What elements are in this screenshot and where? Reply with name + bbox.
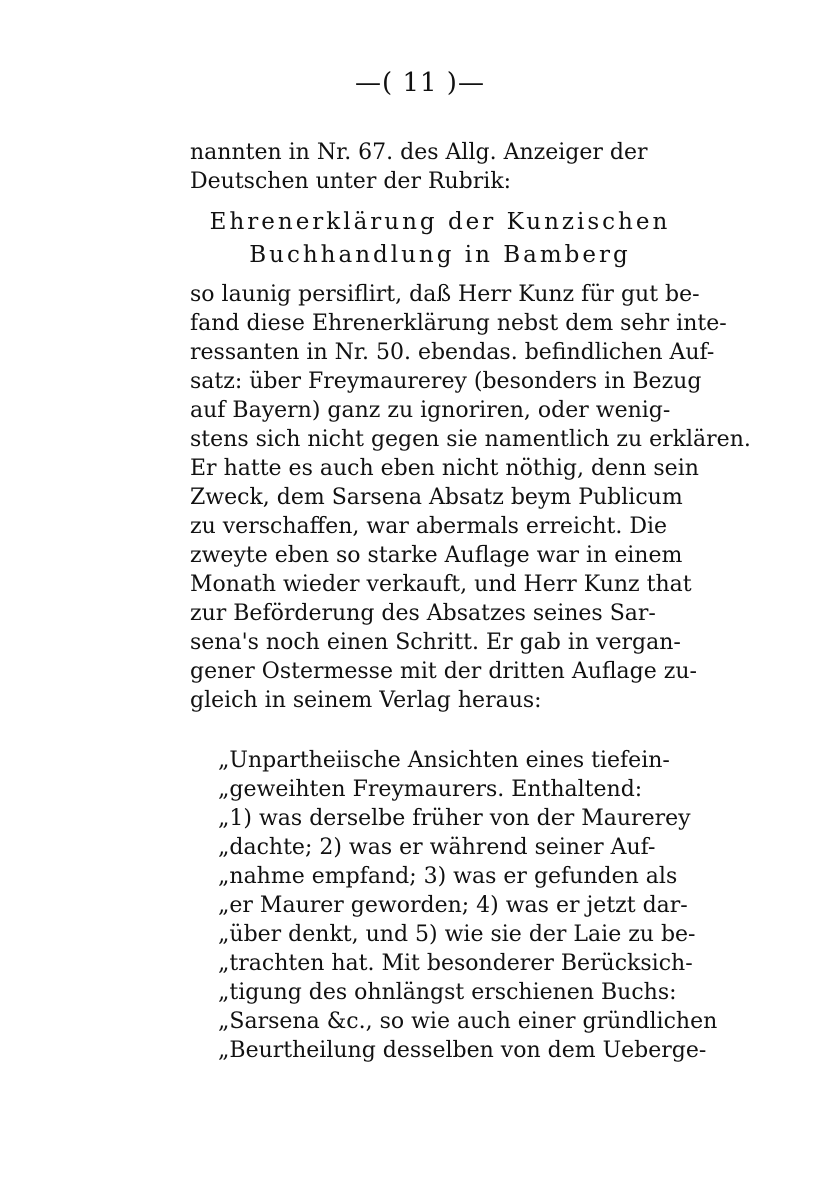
heading-line: Buchhandlung in Bamberg: [249, 242, 631, 268]
body-line: auf Bayern) ganz zu ignoriren, oder wenig-: [190, 398, 671, 423]
quote-line: „nahme empfand; 3) was er gefunden als: [218, 864, 678, 889]
body-line: sena's noch einen Schritt. Er gab in vergan-: [190, 630, 681, 655]
body-line: ressanten in Nr. 50. ebendas. befindlichen Auf-: [190, 340, 715, 365]
page-number-header: —( 11 )—: [355, 68, 485, 98]
body-paragraph: [190, 280, 751, 715]
quote-line: „über denkt, und 5) wie sie der Laie zu be-: [218, 922, 696, 947]
body-line: Er hatte es auch eben nicht nöthig, denn sein: [190, 456, 699, 481]
body-line: gener Ostermesse mit der dritten Auflage zu-: [190, 659, 697, 684]
body-line: Monath wieder verkauft, und Herr Kunz that: [190, 572, 692, 597]
quote-line: „Beurtheilung desselben von dem Ueberge-: [218, 1038, 707, 1063]
body-line: so launig persiflirt, daß Herr Kunz für gut be-: [190, 282, 700, 307]
intro-line: Deutschen unter der Rubrik:: [190, 169, 512, 194]
quote-line: „tigung des ohnlängst erschienen Buchs:: [218, 980, 677, 1005]
section-heading: [180, 206, 700, 272]
quote-line: „Sarsena &c., so wie auch einer gründlichen: [218, 1009, 718, 1034]
quote-line: „er Maurer geworden; 4) was er jetzt dar-: [218, 893, 688, 918]
body-line: zu verschaffen, war abermals erreicht. Die: [190, 514, 668, 539]
quoted-title-block: [218, 746, 718, 1065]
body-line: zur Beförderung des Absatzes seines Sar-: [190, 601, 656, 626]
quote-line: „dachte; 2) was er während seiner Auf-: [218, 835, 656, 860]
heading-line: Ehrenerklärung der Kunzischen: [209, 209, 671, 235]
body-line: fand diese Ehrenerklärung nebst dem sehr inte-: [190, 311, 727, 336]
quote-line: „trachten hat. Mit besonderer Berücksich-: [218, 951, 693, 976]
intro-paragraph: [190, 138, 690, 196]
intro-line: nannten in Nr. 67. des Allg. Anzeiger der: [190, 140, 648, 165]
quote-line: „geweihten Freymaurers. Enthaltend:: [218, 777, 643, 802]
body-line: gleich in seinem Verlag heraus:: [190, 688, 542, 713]
body-line: stens sich nicht gegen sie namentlich zu erklären.: [190, 427, 751, 452]
body-line: satz: über Freymaurerey (besonders in Bezug: [190, 369, 702, 394]
body-line: Zweck, dem Sarsena Absatz beym Publicum: [190, 485, 683, 510]
quote-line: „1) was derselbe früher von der Maurerey: [218, 806, 691, 831]
body-line: zweyte eben so starke Auflage war in einem: [190, 543, 683, 568]
quote-line: „Unpartheiische Ansichten eines tiefein-: [218, 748, 670, 773]
